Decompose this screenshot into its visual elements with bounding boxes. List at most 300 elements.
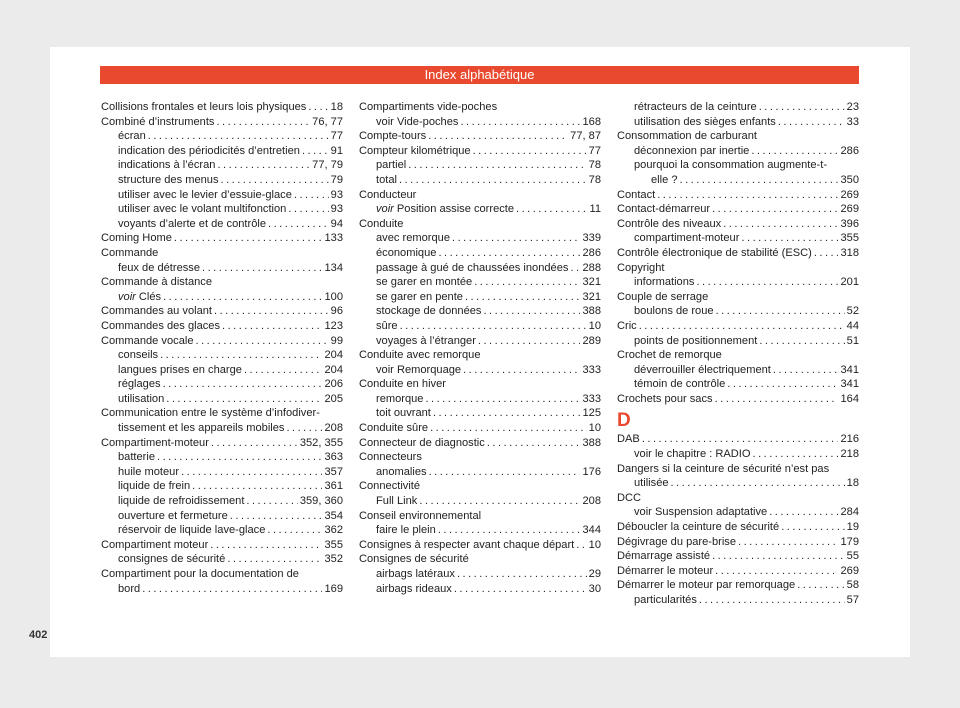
index-entry[interactable] <box>101 261 343 276</box>
index-entry-term: utilisée <box>634 477 669 490</box>
index-heading: Compartiments vide-poches <box>359 101 498 113</box>
index-entry-page[interactable]: 78 <box>588 173 601 186</box>
index-entry-term: déconnexion par inertie <box>634 144 750 157</box>
index-entry[interactable] <box>617 144 859 159</box>
index-entry-page[interactable]: 286 <box>840 144 859 157</box>
index-entry-page[interactable]: 355 <box>840 232 859 245</box>
index-entry-term: remorque <box>376 392 424 405</box>
index-entry-page[interactable]: 201 <box>840 276 859 289</box>
index-entry-term: Consignes à respecter avant chaque départ <box>359 538 575 551</box>
index-entry-page[interactable]: 341 <box>840 378 859 391</box>
index-entry-term: voir Remorquage <box>376 363 462 376</box>
index-entry-page[interactable]: 206 <box>324 378 343 391</box>
dot-leader <box>657 188 838 203</box>
index-entry-term: boulons de roue <box>634 305 714 318</box>
dot-leader <box>738 535 838 550</box>
index-entry-page[interactable]: 388 <box>582 436 601 449</box>
index-entry[interactable] <box>617 334 859 349</box>
dot-leader <box>457 567 587 582</box>
index-heading: Conseil environnemental <box>359 509 482 522</box>
index-heading: Commande <box>101 246 159 259</box>
index-entry-page[interactable]: 352, 355 <box>299 436 343 449</box>
index-entry-term: batterie <box>118 451 156 464</box>
index-entry-term: voir Vide-poches <box>376 115 459 128</box>
index-entry[interactable] <box>359 275 601 290</box>
dot-leader <box>174 231 323 246</box>
dot-leader <box>399 173 587 188</box>
index-entry[interactable] <box>359 334 601 349</box>
index-heading: Copyright <box>617 261 665 274</box>
index-entry-term: Conduite sûre <box>359 422 429 435</box>
dot-leader <box>438 246 580 261</box>
index-entry-term: réglages <box>118 378 161 391</box>
index-heading: Connectivité <box>359 480 421 493</box>
index-entry-page[interactable]: 350 <box>840 173 859 186</box>
index-entry[interactable] <box>617 188 859 203</box>
index-entry[interactable] <box>359 129 601 144</box>
dot-leader <box>202 261 322 276</box>
dot-leader <box>222 319 322 334</box>
dot-leader <box>160 348 322 363</box>
index-entry[interactable] <box>359 115 601 130</box>
index-entry-term: voir Suspension adaptative <box>634 506 768 519</box>
index-entry-page[interactable]: 321 <box>582 276 601 289</box>
index-entry-page[interactable]: 352 <box>324 553 343 566</box>
dot-leader <box>157 450 322 465</box>
index-entry-page[interactable]: 91 <box>330 144 343 157</box>
index-entry[interactable] <box>101 450 343 465</box>
dot-leader <box>429 465 581 480</box>
index-entry-page[interactable]: 19 <box>846 521 859 534</box>
index-entry[interactable] <box>101 421 343 436</box>
index-entry[interactable] <box>617 275 859 290</box>
index-entry-term: points de positionnement <box>634 334 758 347</box>
index-entry[interactable] <box>359 363 601 378</box>
index-entry[interactable] <box>101 115 343 130</box>
index-entry[interactable] <box>617 217 859 232</box>
index-heading: Consommation de carburant <box>617 130 757 143</box>
dot-leader <box>478 334 581 349</box>
dot-leader <box>181 465 322 480</box>
index-entry[interactable] <box>101 392 343 407</box>
index-entry-term: Commandes au volant <box>101 305 212 318</box>
index-entry-term: DAB <box>617 433 640 446</box>
index-entry[interactable] <box>359 173 601 188</box>
dot-leader <box>576 538 586 553</box>
index-entry-term: déverrouiller électriquement <box>634 363 771 376</box>
index-entry[interactable] <box>617 564 859 579</box>
dot-leader <box>142 582 322 597</box>
index-entry[interactable] <box>101 363 343 378</box>
index-entry-page[interactable]: 179 <box>840 535 859 548</box>
dot-leader <box>751 144 838 159</box>
index-entry-term: Crochets pour sacs <box>617 392 713 405</box>
index-entry[interactable] <box>101 348 343 363</box>
index-entry-term: Compartiment moteur <box>101 538 209 551</box>
index-entry[interactable] <box>101 377 343 392</box>
index-entry[interactable] <box>617 377 859 392</box>
dot-leader <box>286 421 322 436</box>
dot-leader <box>221 173 329 188</box>
index-entry[interactable] <box>359 144 601 159</box>
index-entry-page[interactable]: 134 <box>324 261 343 274</box>
index-entry-term: Démarrer le moteur par remorquage <box>617 579 796 592</box>
index-entry[interactable] <box>359 421 601 436</box>
index-entry[interactable] <box>101 494 343 509</box>
index-entry-page[interactable]: 318 <box>840 246 859 259</box>
index-entry[interactable] <box>101 202 343 217</box>
index-entry-page[interactable]: 29 <box>588 568 601 580</box>
dot-leader <box>216 115 310 130</box>
index-entry-page[interactable]: 269 <box>840 564 859 577</box>
index-entry-page[interactable]: 133 <box>324 232 343 245</box>
index-entry-term: Compartiment-moteur <box>101 436 209 449</box>
index-entry-page[interactable]: 218 <box>840 448 859 461</box>
dot-leader <box>473 144 587 159</box>
index-entry-page[interactable]: 30 <box>588 582 601 595</box>
index-entry-page[interactable]: 289 <box>582 334 601 347</box>
index-entry-term: anomalies <box>376 465 427 478</box>
index-entry-page[interactable]: 204 <box>324 349 343 362</box>
index-entry[interactable] <box>101 523 343 538</box>
index-entry-page[interactable]: 55 <box>846 550 859 563</box>
index-entry[interactable] <box>359 231 601 246</box>
dot-leader <box>419 494 580 509</box>
index-entry-page[interactable]: 357 <box>324 465 343 478</box>
index-entry-page[interactable]: 269 <box>840 188 859 201</box>
index-entry-page[interactable]: 288 <box>582 261 601 274</box>
index-entry-page[interactable]: 176 <box>582 465 601 478</box>
dot-leader <box>727 377 838 392</box>
dot-leader <box>712 202 838 217</box>
dot-leader <box>244 363 323 378</box>
index-entry-page[interactable]: 341 <box>840 363 859 376</box>
index-entry-page[interactable]: 44 <box>846 319 859 332</box>
index-entry[interactable] <box>359 582 601 597</box>
index-entry[interactable] <box>101 129 343 144</box>
index-entry-page[interactable]: 77 <box>588 144 601 157</box>
dot-leader <box>465 290 581 305</box>
index-entry-page[interactable]: 205 <box>324 392 343 405</box>
index-entry[interactable] <box>359 523 601 538</box>
index-entry-term: total <box>376 173 397 186</box>
index-entry[interactable] <box>101 100 343 115</box>
index-entry-term: Dégivrage du pare-brise <box>617 535 737 548</box>
index-entry[interactable] <box>617 520 859 535</box>
index-entry[interactable] <box>101 582 343 597</box>
index-entry-term: Démarrer le moteur <box>617 564 714 577</box>
index-entry-page[interactable]: 100 <box>324 290 343 303</box>
index-entry-page[interactable]: 333 <box>582 363 601 376</box>
index-entry-page[interactable]: 10 <box>588 538 601 551</box>
index-heading: Consignes de sécurité <box>359 553 469 566</box>
index-entry-page[interactable]: 125 <box>582 407 601 420</box>
index-entry-term: se garer en pente <box>376 290 463 303</box>
index-entry[interactable] <box>101 479 343 494</box>
index-entry-page[interactable]: 93 <box>330 188 343 201</box>
index-entry[interactable] <box>101 334 343 349</box>
dot-leader <box>483 304 580 319</box>
index-heading: Conduite <box>359 217 404 230</box>
index-column-3 <box>617 100 859 608</box>
index-entry-term: Commande vocale <box>101 334 194 347</box>
index-entry-page[interactable]: 96 <box>330 305 343 318</box>
dot-leader <box>196 334 329 349</box>
index-entry-term: tissement et les appareils mobiles <box>118 422 285 435</box>
index-entry[interactable] <box>101 304 343 319</box>
dot-leader <box>288 202 328 217</box>
dot-leader <box>166 392 322 407</box>
index-entry-term: Coming Home <box>101 232 172 245</box>
index-entry-term: airbags rideaux <box>376 582 452 595</box>
index-heading: pourquoi la consommation augmente-t- <box>634 159 828 172</box>
index-entry-term: particularités <box>634 594 697 606</box>
dot-leader <box>268 217 329 232</box>
index-entry-term: langues prises en charge <box>118 363 242 376</box>
index-entry[interactable] <box>101 319 343 334</box>
index-entry-page[interactable]: 321 <box>582 290 601 303</box>
index-entry-page[interactable]: 168 <box>582 115 601 128</box>
index-entry[interactable] <box>359 158 601 173</box>
index-entry[interactable] <box>359 494 601 509</box>
dot-leader <box>210 538 322 553</box>
index-entry[interactable] <box>617 100 859 115</box>
index-entry-term: Déboucler la ceinture de sécurité <box>617 521 780 534</box>
index-entry-page[interactable]: 169 <box>324 582 343 595</box>
index-entry-page[interactable]: 333 <box>582 392 601 405</box>
index-entry[interactable] <box>101 465 343 480</box>
index-entry[interactable] <box>617 202 859 217</box>
index-entry-term: Compte-tours <box>359 130 427 143</box>
index-entry-page[interactable]: 18 <box>330 101 343 113</box>
index-entry-term: Démarrage assisté <box>617 550 711 563</box>
index-entry-page[interactable]: 99 <box>330 334 343 347</box>
index-entry-page[interactable]: 123 <box>324 319 343 332</box>
index-heading: Conduite en hiver <box>359 378 446 391</box>
dot-leader <box>192 479 322 494</box>
index-entry[interactable] <box>617 231 859 246</box>
index-entry[interactable] <box>101 436 343 451</box>
dot-leader <box>400 319 587 334</box>
dot-leader <box>781 520 844 535</box>
index-entry-page[interactable]: 344 <box>582 524 601 537</box>
index-entry[interactable] <box>359 290 601 305</box>
index-entry-term: feux de détresse <box>118 261 201 274</box>
index-entry-term: informations <box>634 276 695 289</box>
index-entry-page[interactable]: 77, 79 <box>312 159 343 172</box>
index-entry[interactable] <box>359 261 601 276</box>
dot-leader <box>773 363 839 378</box>
index-entry[interactable] <box>359 567 601 582</box>
index-entry[interactable] <box>617 578 859 593</box>
index-entry-page[interactable]: 284 <box>840 506 859 519</box>
dot-leader <box>699 593 845 608</box>
index-entry-term: liquide de refroidissement <box>118 495 245 508</box>
index-entry-term: Position assise correcte <box>396 203 515 216</box>
see-reference: voir <box>118 290 136 303</box>
index-entry[interactable] <box>617 304 859 319</box>
dot-leader <box>715 564 838 579</box>
index-entry[interactable] <box>617 549 859 564</box>
index-heading: Communication entre le système d’infodiver- <box>101 407 320 420</box>
index-entry-term: liquide de frein <box>118 480 191 493</box>
index-heading: DCC <box>617 491 642 504</box>
index-entry-term: toit ouvrant <box>376 407 431 420</box>
index-entry-page[interactable]: 93 <box>330 203 343 216</box>
dot-leader <box>267 523 322 538</box>
index-entry[interactable] <box>101 173 343 188</box>
index-entry-page[interactable]: 204 <box>324 363 343 376</box>
index-entry[interactable] <box>101 538 343 553</box>
dot-leader <box>759 334 844 349</box>
index-entry-page[interactable]: 79 <box>330 173 343 186</box>
index-heading: Conducteur <box>359 188 417 201</box>
index-entry-page[interactable]: 10 <box>588 319 601 332</box>
index-heading: Dangers si la ceinture de sécurité n’est pas <box>617 462 830 475</box>
dot-leader <box>425 392 580 407</box>
index-entry-page[interactable]: 208 <box>324 422 343 435</box>
index-entry[interactable] <box>617 363 859 378</box>
index-heading: Conduite avec remorque <box>359 349 481 362</box>
index-entry[interactable] <box>101 290 343 305</box>
index-entry[interactable] <box>101 217 343 232</box>
index-entry-page[interactable]: 33 <box>846 115 859 128</box>
index-entry-term: utiliser avec le levier d’essuie-glace <box>118 188 292 201</box>
index-entry[interactable] <box>617 319 859 334</box>
index-entry[interactable] <box>617 593 859 608</box>
index-entry-page[interactable]: 57 <box>846 594 859 606</box>
index-entry-term: Compteur kilométrique <box>359 144 471 157</box>
dot-leader <box>463 363 580 378</box>
index-entry[interactable] <box>359 304 601 319</box>
index-entry[interactable] <box>101 509 343 524</box>
index-entry[interactable] <box>359 538 601 553</box>
index-entry-page[interactable]: 361 <box>324 480 343 493</box>
index-entry-page[interactable]: 77 <box>330 130 343 143</box>
index-entry[interactable] <box>617 173 859 188</box>
index-entry-page[interactable]: 362 <box>324 524 343 537</box>
index-heading: Couple de serrage <box>617 290 709 303</box>
index-entry-page[interactable]: 58 <box>846 579 859 592</box>
index-entry[interactable] <box>359 246 601 261</box>
index-heading: Crochet de remorque <box>617 349 722 362</box>
index-entry-term: bord <box>118 582 141 595</box>
index-entry[interactable] <box>617 115 859 130</box>
index-entry-page[interactable]: 208 <box>582 495 601 508</box>
index-entry-term: témoin de contrôle <box>634 378 726 391</box>
dot-leader <box>163 377 323 392</box>
index-entry[interactable] <box>101 231 343 246</box>
index-header: Index alphabétique <box>100 66 859 84</box>
index-entry[interactable] <box>617 535 859 550</box>
index-entry[interactable] <box>359 465 601 480</box>
index-entry[interactable] <box>359 436 601 451</box>
index-entry[interactable] <box>617 447 859 462</box>
index-entry-page[interactable]: 78 <box>588 159 601 172</box>
index-entry[interactable] <box>359 202 601 217</box>
index-entry-page[interactable]: 363 <box>324 451 343 464</box>
dot-leader <box>217 158 310 173</box>
dot-leader <box>148 129 329 144</box>
dot-leader <box>230 509 323 524</box>
index-entry-page[interactable]: 23 <box>846 101 859 113</box>
index-entry-term: sûre <box>376 319 398 332</box>
index-entry-term: Contrôle des niveaux <box>617 217 722 230</box>
index-entry[interactable] <box>617 246 859 261</box>
index-entry-page[interactable]: 396 <box>840 217 859 230</box>
index-entry[interactable] <box>617 392 859 407</box>
index-entry-page[interactable]: 77, 87 <box>570 130 601 143</box>
index-entry-term: Contrôle électronique de stabilité (ESC) <box>617 246 812 259</box>
index-entry-term: compartiment-moteur <box>634 232 740 245</box>
dot-leader <box>163 290 322 305</box>
dot-leader <box>452 231 580 246</box>
index-entry-term: utiliser avec le volant multifonction <box>118 203 287 216</box>
index-entry-page[interactable]: 339 <box>582 232 601 245</box>
index-entry-page[interactable]: 164 <box>840 392 859 405</box>
index-entry[interactable] <box>617 432 859 447</box>
dot-leader <box>769 505 838 520</box>
dot-leader <box>797 578 844 593</box>
dot-leader <box>474 275 580 290</box>
index-entry-term: Commandes des glaces <box>101 319 221 332</box>
dot-leader <box>712 549 845 564</box>
dot-leader <box>408 158 586 173</box>
index-entry-page[interactable]: 388 <box>582 305 601 318</box>
index-entry-page[interactable]: 51 <box>846 334 859 347</box>
index-entry-page[interactable]: 18 <box>846 477 859 490</box>
index-entry-page[interactable]: 354 <box>324 509 343 522</box>
index-heading: Connecteurs <box>359 451 422 464</box>
index-entry-term: Full Link <box>376 495 418 508</box>
index-entry-page[interactable]: 269 <box>840 203 859 216</box>
index-entry-term: voyages à l’étranger <box>376 334 476 347</box>
index-entry-term: ouverture et fermeture <box>118 509 228 522</box>
see-reference: voir <box>376 203 394 216</box>
index-entry-page[interactable]: 359, 360 <box>299 495 343 508</box>
index-entry-term: voir le chapitre : RADIO <box>634 448 751 461</box>
index-entry-page[interactable]: 52 <box>846 305 859 318</box>
index-entry-term: consignes de sécurité <box>118 553 226 566</box>
index-entry-term: stockage de données <box>376 305 482 318</box>
index-entry-page[interactable]: 76, 77 <box>312 115 343 128</box>
index-entry-page[interactable]: 94 <box>330 217 343 230</box>
index-entry-page[interactable]: 286 <box>582 246 601 259</box>
dot-leader <box>642 432 839 447</box>
index-entry-page[interactable]: 216 <box>840 433 859 446</box>
index-heading: Commande à distance <box>101 276 212 289</box>
index-entry-term: faire le plein <box>376 524 436 537</box>
index-entry[interactable] <box>359 392 601 407</box>
index-entry[interactable] <box>101 552 343 567</box>
index-entry[interactable] <box>617 505 859 520</box>
index-entry[interactable] <box>101 188 343 203</box>
index-entry[interactable] <box>617 476 859 491</box>
dot-leader <box>723 217 838 232</box>
index-entry-page[interactable]: 11 <box>589 203 601 216</box>
index-entry-term: airbags latéraux <box>376 568 455 580</box>
index-entry[interactable] <box>101 158 343 173</box>
index-entry[interactable] <box>101 144 343 159</box>
index-entry[interactable] <box>359 406 601 421</box>
index-entry[interactable] <box>359 319 601 334</box>
index-entry-term: partiel <box>376 159 407 172</box>
index-entry-term: réservoir de liquide lave-glace <box>118 524 266 537</box>
index-entry-page[interactable]: 355 <box>324 538 343 551</box>
index-entry-page[interactable]: 10 <box>588 422 601 435</box>
index-entry-term: rétracteurs de la ceinture <box>634 101 757 113</box>
index-entry-term: économique <box>376 246 437 259</box>
